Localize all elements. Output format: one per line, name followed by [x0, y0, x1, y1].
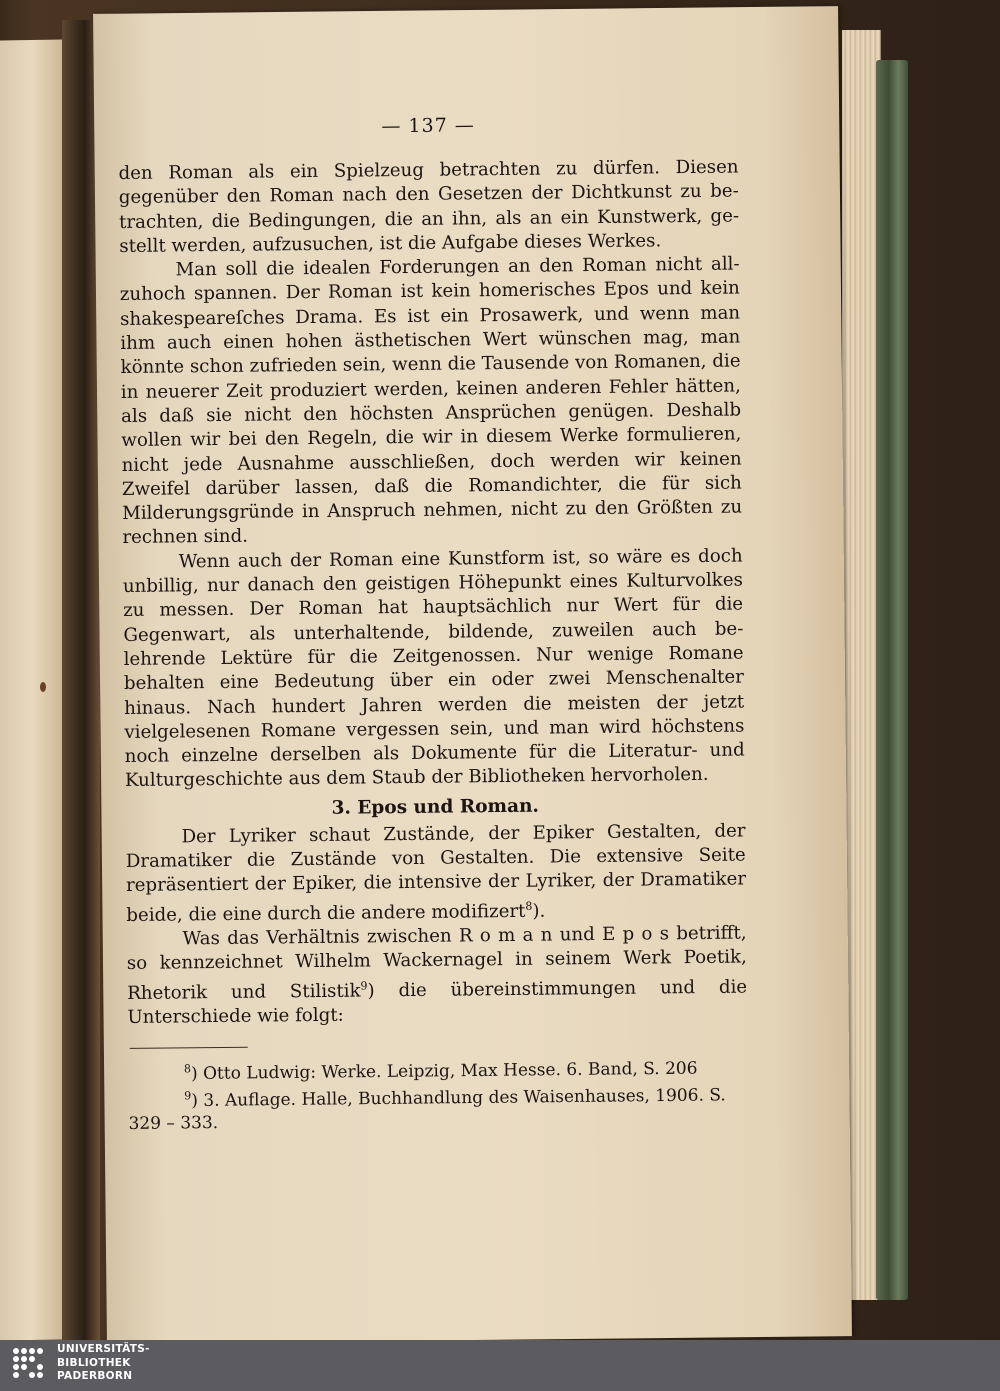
footnote-ref: 9 [360, 978, 368, 993]
paper-speck [40, 682, 46, 692]
footnote-text: ) Otto Ludwig: Werke. Leipzig, Max Hesse. 6. Band, S. 206 [190, 1058, 698, 1085]
paragraph: Man soll die idealen Forderungen an den Roman nicht allzuhoch spannen. Der Roman ist kein homerisches Epos und kein shakespeareſches Drama. Es ist ein Prosawerk, und wenn man ihm auch einen hohen ästhetischen Wert wünschen mag, man könnte schon zufrieden sein, wenn die Tausende von Romanen, die in neuerer Zeit produziert werden, keinen anderen Fehler hätten, als daß sie nicht den höchsten Ansprüchen genügen. Deshalb wollen wir bei den Regeln, die wir in diesem Werke formulieren, nicht jede Ausnahme ausschließen, doch werden wir keinen Zweifel darüber lassen, daß die Romandichter, die für sich Milderungsgründe in Anspruch nehmen, nicht zu den Größten zu rechnen sind. [119, 253, 743, 549]
paragraph: Wenn auch der Roman eine Kunstform ist, so wäre es doch unbillig, nur danach den geistigen Höhepunkt eines Kulturvolkes zu messen. Der Roman hat hauptsächlich nur Wert für die Gegenwart, als unterhaltende, bildende, zuweilen auch belehrende Lektüre für die Zeitgenossen. Nur wenige Romane behalten eine Bedeutung über ein oder zwei Menschenalter hinaus. Nach hundert Jahren werden die meisten der jetzt vielgelesenen Romane vergessen sein, und man wird höchstens noch einzelne derselben als Dokumente für die Literatur- und Kulturgeschichte aus dem Staub der Bibliotheken hervorholen. [122, 545, 745, 792]
paragraph-text: Was das Verhältnis zwischen R o m a n und E p o s betrifft, so kennzeichnet Wilhelm Wackernagel in seinem Werk Poetik, Rhetorik und Stilistik [126, 922, 747, 1004]
paragraph: den Roman als ein Spielzeug betrachten zu dürfen. Diesen gegenüber den Roman nach den Gesetzen der Dichtkunst zu betrachten, die Bedingungen, die an ihn, als an ein Kunstwerk, gestellt werden, aufzusuchen, ist die Aufgabe dieses Werkes. [118, 156, 740, 257]
library-logo-icon [10, 1345, 50, 1385]
library-name [57, 1343, 150, 1384]
page-number: — 137 — [381, 114, 475, 138]
page-content [118, 112, 749, 1178]
footnote-mark: 8 [183, 1062, 192, 1076]
footnote-mark: 9 [184, 1089, 192, 1103]
footnote-ref: 8 [525, 899, 533, 913]
paragraph [126, 921, 747, 1030]
paragraph-tail: ) die übereinstimmungen und die Unterschiede wie folgt: [127, 976, 748, 1028]
footnote-rule [130, 1047, 248, 1049]
paragraph-text: Der Lyriker schaut Zustände, der Epiker Gestalten, der Dramatiker die Zustände von Gestalten. Die extensive Seite repräsentiert der Epiker, die intensive der Lyriker, der Dramatiker beide, die eine durch die andere modifizert [125, 820, 747, 926]
paragraph-tail: ). [532, 900, 546, 922]
library-name-line: PADERBORN [57, 1370, 133, 1382]
footnote [128, 1079, 748, 1134]
book-cover-edge [876, 60, 908, 1300]
paragraph [125, 819, 746, 928]
section-heading: 3. Epos und Roman. [331, 795, 540, 819]
footnote-text: ) 3. Auflage. Halle, Buchhandlung des Waisenhauses, 1906. S. 329 – 333. [128, 1085, 726, 1134]
left-page-edge [0, 39, 64, 1340]
library-name-line: UNIVERSITÄTS- [57, 1343, 150, 1355]
library-footer [0, 1340, 1000, 1391]
library-name-line: BIBLIOTHEK [57, 1356, 131, 1369]
